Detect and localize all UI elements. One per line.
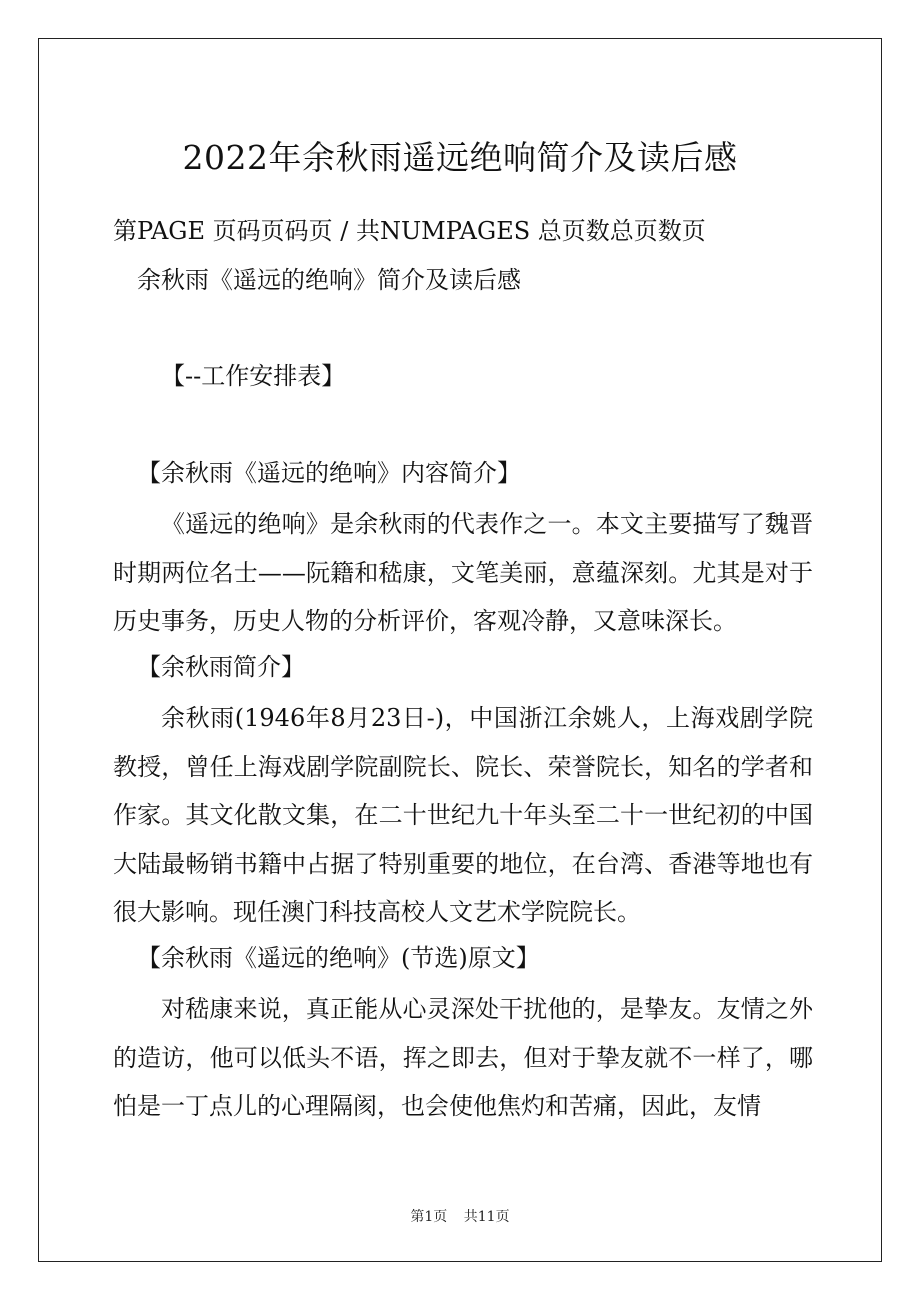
document-title: 2022年余秋雨遥远绝响简介及读后感 bbox=[182, 138, 738, 178]
page-footer bbox=[0, 1207, 920, 1227]
document-subtitle: 余秋雨《遥远的绝响》简介及读后感 bbox=[137, 266, 521, 294]
section-heading-summary: 【余秋雨《遥远的绝响》内容简介】 bbox=[137, 459, 521, 487]
footer-page-number: 第1页 bbox=[410, 1209, 448, 1225]
note-label: 【--工作安排表】 bbox=[161, 362, 346, 390]
section-heading-excerpt: 【余秋雨《遥远的绝响》(节选)原文】 bbox=[137, 944, 540, 972]
page-field-line: 第PAGE 页码页码页 / 共NUMPAGES 总页数总页数页 bbox=[113, 217, 706, 245]
section-body-summary: 《遥远的绝响》是余秋雨的代表作之一。本文主要描写了魏晋时期两位名士——阮籍和嵇康，文笔美丽，意蕴深刻。尤其是对于历史事务，历史人物的分析评价，客观冷静，又意味深长。 bbox=[113, 510, 813, 635]
footer-total-pages: 共11页 bbox=[463, 1209, 510, 1225]
section-body-excerpt: 对嵇康来说，真正能从心灵深处干扰他的，是挚友。友情之外的造访，他可以低头不语，挥之即去，但对于挚友就不一样了，哪怕是一丁点儿的心理隔阂，也会使他焦灼和苦痛，因此，友情 bbox=[113, 995, 813, 1120]
section-heading-author: 【余秋雨简介】 bbox=[137, 653, 305, 681]
section-body-author: 余秋雨(1946年8月23日-)，中国浙江余姚人，上海戏剧学院教授，曾任上海戏剧学院副院长、院长、荣誉院长，知名的学者和作家。其文化散文集，在二十世纪九十年头至二十一世纪初的中国大陆最畅销书籍中占据了特别重要的地位，在台湾、香港等地也有很大影响。现任澳门科技高校人文艺术学院院长。 bbox=[113, 704, 813, 926]
